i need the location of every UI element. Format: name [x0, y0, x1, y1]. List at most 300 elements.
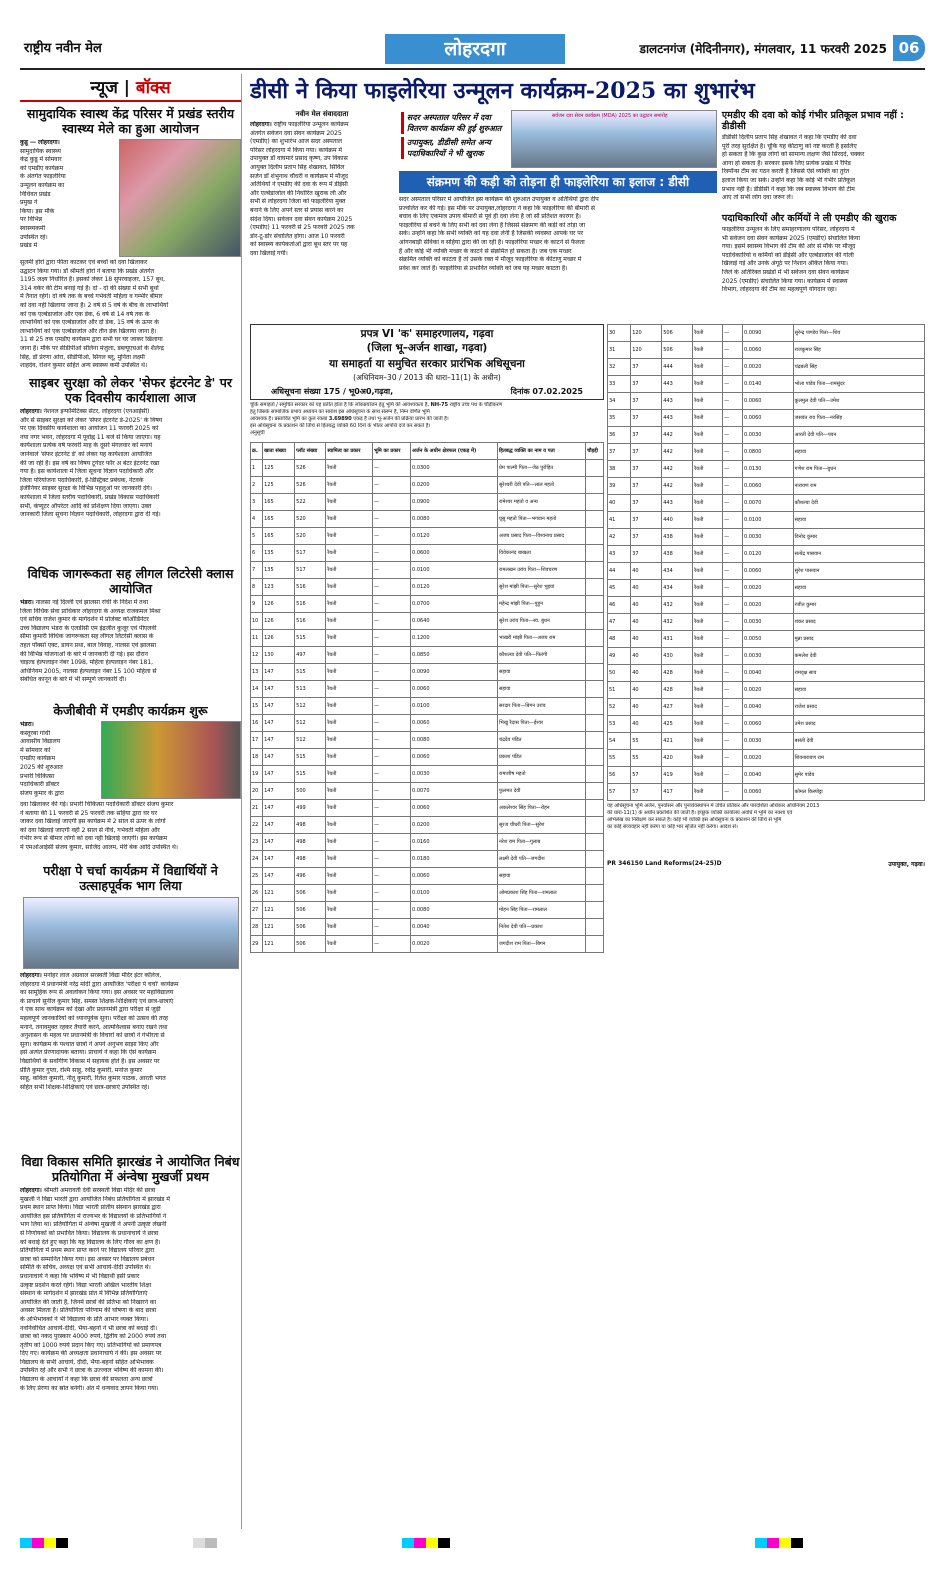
- table-cell: 37: [631, 359, 662, 376]
- story-2-headline: साइबर सुरक्षा को लेकर 'सेफर इंटरनेट डे' पर एक दिवसीय कार्यशाला आज: [29, 375, 232, 405]
- table-cell: रैयती: [326, 562, 373, 579]
- main-col-1-text: लोहरदगा। राष्ट्रीय फाइलेरिया उन्मूलन कार्यक्रम अंतर्गत सर्वजन दवा सेवन कार्यक्रम 2025 (एमडीए) का शुभारंभ आज सदर अस्पताल परिसर लोहरदगा में किया गया। कार्यक्रम में उपायुक्त डॉ वाघमारे प्रसाद कृष्ण, उप विकास आयुक्त दिलीप प्रताप सिंह शेखावत, सिविल सर्जन डॉ शंभुनाथ चौधरी व कार्यक्रम में मौजूद अतिथियों ने एमडीए की दवा के रूप में डीईसी और एल्बेंडाजोल की निर्धारित खुराक ली और सभी से लोहरदगा जिला को फाइलेरिया मुक्त बनाने के लिए अपने स्तर से प्रयास करने का संदेश दिया। सर्वजन दवा सेवन कार्यक्रम 2025 (एमडीए) 11 फरवरी से 25 फरवरी 2025 तक डोर-टू-डोर संचालित होगा। आज 10 फरवरी को स्वास्थ्य कार्यकर्ताओं द्वारा बूथ स्तर पर यह दवा खिलाई गयी।: [250, 121, 355, 257]
- table-cell: 25: [251, 868, 263, 885]
- table-cell: —: [372, 562, 410, 579]
- table-cell: 0.0030: [742, 427, 793, 444]
- table-cell: 46: [608, 597, 631, 614]
- table-cell: [586, 579, 604, 596]
- table-cell: सहावा: [793, 512, 924, 529]
- story-4-headline: केजीबीवी में एमडीए कार्यक्रम शुरू: [53, 703, 208, 718]
- table-cell: 0.0200: [411, 477, 498, 494]
- table-cell: सुरेश उरांव पिता—स्व. बुधन: [498, 613, 586, 630]
- table-cell: 0.0020: [411, 936, 498, 953]
- table-cell: 11: [251, 630, 263, 647]
- table-row: [608, 648, 925, 665]
- table-cell: 120: [631, 342, 662, 359]
- table-cell: 126: [263, 630, 295, 647]
- table-cell: —: [723, 648, 743, 665]
- table-cell: भाखरी मांझी पिता—अजय राम: [498, 630, 586, 647]
- table-cell: गणेश राम पिता—बुधन: [793, 461, 924, 478]
- table-cell: रैयती: [693, 325, 723, 342]
- table-cell: —: [372, 545, 410, 562]
- callouts: सदर अस्पताल परिसर में दवा वितरण कार्यक्रम की हुई शुरुआत उपायुक्त, डीडीसी समेत अन्य पदाधिकारियों ने भी खुराक: [399, 110, 511, 168]
- table-cell: 520: [295, 511, 326, 528]
- table-cell: सुरेन्द्र पाण्डेय पिता—शिव: [793, 325, 924, 342]
- table-cell: रैयती: [326, 732, 373, 749]
- table-cell: रैयती: [326, 749, 373, 766]
- table-cell: कुलमुल देवी पति—उमेश: [793, 393, 924, 410]
- table-row: [608, 359, 925, 376]
- table-cell: रंजीत कुमार: [793, 597, 924, 614]
- table-cell: —: [372, 851, 410, 868]
- land-notice: [250, 324, 925, 953]
- table-row: [251, 936, 604, 953]
- table-cell: 516: [295, 613, 326, 630]
- table-cell: —: [723, 478, 743, 495]
- table-row: [608, 699, 925, 716]
- table-cell: सुरेश पासवान: [793, 563, 924, 580]
- table-cell: 0.0020: [742, 359, 793, 376]
- main-banner: संक्रमण की कड़ी को तोड़ना ही फाइलेरिया का इलाज : डीसी: [399, 171, 717, 193]
- story-4-body-cont: दवा खिलाकर की गई। प्रभारी चिकित्सा पदाधिकारी डॉक्टर संजय कुमार ने बताया की 11 फरवरी से 25 फरवरी तक सहिया द्वारा घर घर जाकर दवा खिलाई जाएगी इस कार्यक्रम में 2 साल से ऊपर के लोगों को दवा खिलाई जाएगी वही 2 साल से नीचे, गर्भवती महिला और गंभीर रूप से बीमार लोगों को दवा नहीं खिलाई जाएगी। इस कार्यक्रम में एमओआईसी संजय कुमार, साजिद आलम, मेरी बेक आदि उपस्थित थे।: [20, 801, 178, 851]
- table-row: [608, 546, 925, 563]
- table-cell: लक्ष्मी देवी पति—जगदीश: [498, 851, 586, 868]
- table-cell: 520: [295, 528, 326, 545]
- table-row: [251, 664, 604, 681]
- black-swatch: [56, 1538, 68, 1548]
- table-cell: 512: [295, 715, 326, 732]
- table-cell: 0.0120: [411, 528, 498, 545]
- table-cell: महेन्द्र मांझी पिता—पुहुन: [498, 596, 586, 613]
- table-cell: 40: [631, 665, 662, 682]
- table-cell: रैयती: [693, 682, 723, 699]
- table-cell: 434: [662, 563, 693, 580]
- table-cell: रैयती: [693, 427, 723, 444]
- table-cell: 0.0090: [411, 664, 498, 681]
- main-col-photo: [399, 110, 717, 320]
- table-cell: 44: [608, 563, 631, 580]
- table-cell: 125: [263, 460, 295, 477]
- table-cell: रैयती: [693, 478, 723, 495]
- table-cell: 0.0200: [411, 817, 498, 834]
- table-cell: राजकुमार सिंह: [793, 342, 924, 359]
- table-cell: रैयती: [693, 597, 723, 614]
- dateline: डालटनगंज (मेदिनीनगर), मंगलवार, 11 फरवरी 2025: [639, 42, 887, 56]
- table-cell: [586, 630, 604, 647]
- table-row: [608, 784, 925, 801]
- table-cell: 0.0100: [742, 512, 793, 529]
- table-cell: —: [723, 716, 743, 733]
- story-1-body: कुडू — लोहरदगा। सामुदायिक स्वास्थ्य केंद्र कुडू में सोमवार को एमडीए कार्यक्रम के अंतर्गत फाइलेरिया उन्मूलन कार्यक्रम का विधिवत प्रखंड प्रमुख ने किया। इस मौके पर विभिन्न स्वास्थ्यकर्मी उपस्थित रहे। प्रखंड में: [20, 139, 66, 250]
- page-number: 06: [893, 35, 925, 61]
- table-cell: 421: [662, 733, 693, 750]
- table-cell: रैयती: [693, 393, 723, 410]
- table-cell: नारायण राम: [793, 478, 924, 495]
- table-cell: 121: [263, 919, 295, 936]
- table-cell: रैयती: [326, 919, 373, 936]
- table-cell: 33: [608, 376, 631, 393]
- table-cell: 40: [631, 614, 662, 631]
- table-row: [608, 410, 925, 427]
- table-cell: 147: [263, 834, 295, 851]
- table-cell: 516: [295, 579, 326, 596]
- table-cell: —: [372, 613, 410, 630]
- table-cell: —: [723, 342, 743, 359]
- table-cell: 147: [263, 868, 295, 885]
- table-cell: 24: [251, 851, 263, 868]
- table-cell: 147: [263, 800, 295, 817]
- table-cell: 38: [608, 461, 631, 478]
- table-cell: रैयती: [326, 596, 373, 613]
- black-swatch: [438, 1538, 450, 1548]
- table-cell: 434: [662, 580, 693, 597]
- magenta-swatch: [32, 1538, 44, 1548]
- table-cell: 21: [251, 800, 263, 817]
- table-cell: 47: [608, 614, 631, 631]
- color-registration-bar: [20, 1533, 925, 1543]
- table-cell: [586, 919, 604, 936]
- table-cell: 40: [631, 682, 662, 699]
- table-cell: 0.0060: [411, 800, 498, 817]
- table-cell: 526: [295, 477, 326, 494]
- table-cell: 55: [608, 750, 631, 767]
- table-row: [608, 597, 925, 614]
- table-cell: रैयती: [326, 698, 373, 715]
- table-cell: रैयती: [326, 902, 373, 919]
- table-row: [608, 665, 925, 682]
- table-cell: 0.0060: [411, 681, 498, 698]
- story-6-headline: विद्या विकास समिति झारखंड ने आयोजित निबंध प्रतियोगिता में अंन्वेषा मुखर्जी प्रथम: [21, 1154, 240, 1184]
- table-cell: विवेकानंद बाखला: [498, 545, 586, 562]
- table-cell: —: [372, 749, 410, 766]
- table-cell: 147: [263, 783, 295, 800]
- table-row: [251, 681, 604, 698]
- table-cell: 419: [662, 767, 693, 784]
- main-story-area: [250, 74, 925, 953]
- story-5-photo: [23, 897, 239, 969]
- magenta-swatch: [414, 1538, 426, 1548]
- table-row: [608, 733, 925, 750]
- table-cell: जसवंत राय पिता—नरसिंह: [793, 410, 924, 427]
- table-cell: 37: [631, 410, 662, 427]
- table-cell: [586, 545, 604, 562]
- table-cell: 2: [251, 477, 263, 494]
- table-cell: रामवृक्ष साव: [793, 665, 924, 682]
- table-cell: 442: [662, 427, 693, 444]
- table-cell: 28: [251, 919, 263, 936]
- table-cell: 40: [631, 597, 662, 614]
- table-cell: —: [723, 376, 743, 393]
- table-cell: [586, 613, 604, 630]
- table-cell: [586, 732, 604, 749]
- table-cell: 57: [631, 784, 662, 801]
- notice-closing: यह अधिसूचना भूमि अर्जन, पुनर्वासन और पुनर्व्यवस्थापन में उचित प्रतिकर और पारदर्शिता अधिकार अधिनियम 2013 की धारा-11(1) के अधीन प्रकाशित की जाती है। इच्छुक व्यक्ति कार्यालय अवधि में भूमि का नक्शा एवं अभिलेख का निरीक्षण कर सकते हैं। कोई भी व्यक्ति इस अधिसूचना के प्रकाशन की तिथि से भूमि का कोई संव्यवहार नहीं करेगा या कोई भार सृजित नहीं करेगा। आदेश से।: [607, 803, 820, 830]
- table-cell: 0.0100: [411, 885, 498, 902]
- story-2-body: लोहरदगा। नेशनल इन्फॉर्मेटिक्स सेंटर, लोहरदगा (एनआईसी) और से साइबर सुरक्षा को लेकर 'सेफर इंटरनेट डे-2025' के विषय पर एक दिवसीय कार्यशाला का आयोजन 11 फरवरी 2025 को नया नगर भवन, लोहरदगा में पूर्वाह्न 11 बजे से किया जाएगा। यह कार्यशाला प्रत्येक वर्ष फरवरी माह के दूसरे मंगलवार को मनाये जानेवाले 'सेफर इंटरनेट डे' को लेकर यह कार्यशाला आयोजित की जा रही है। इस वर्ष का विषय टूगेदर फॉर अ बेटर इंटरनेट रखा गया है। इस कार्यशाला में जिला सूचना विज्ञान पदाधिकारी और जिला परियोजना पदाधिकारी, ई-डिस्ट्रिक्ट प्रबंधक, नेटवर्क इंजीनियर साइबर सुरक्षा के विभिन्न पहलुओं पर जानकारी देंगे। कार्यशाला में जिला स्तरीय पदाधिकारी, प्रखंड विकास पदाधिकारी सभी, कंप्यूटर ऑपरेटर आदि को प्रशिक्षण दिया जाएगा। उक्त जानकारी जिला सूचना विज्ञान पदाधिकारी, लोहरदगा द्वारा दी गई।: [20, 408, 163, 519]
- table-cell: [586, 834, 604, 851]
- table-cell: —: [723, 665, 743, 682]
- table-cell: 165: [263, 494, 295, 511]
- table-cell: कमलेश देवी: [793, 648, 924, 665]
- table-cell: 430: [662, 648, 693, 665]
- table-cell: 512: [295, 698, 326, 715]
- table-cell: 0.0040: [742, 665, 793, 682]
- table-cell: 506: [662, 325, 693, 342]
- table-cell: 0.0060: [742, 410, 793, 427]
- table-cell: 16: [251, 715, 263, 732]
- table-cell: 37: [631, 546, 662, 563]
- table-cell: 443: [662, 376, 693, 393]
- table-cell: 147: [263, 851, 295, 868]
- story-4-photo: [101, 721, 241, 799]
- table-row: [251, 494, 604, 511]
- notice-right: [607, 324, 925, 953]
- table-cell: 40: [631, 563, 662, 580]
- table-cell: रैयती: [326, 715, 373, 732]
- table-cell: 431: [662, 631, 693, 648]
- table-cell: 438: [662, 529, 693, 546]
- table-cell: [586, 681, 604, 698]
- news-box-column: [20, 74, 242, 1529]
- table-cell: रैयती: [693, 631, 723, 648]
- table-cell: —: [723, 393, 743, 410]
- story-3-headline: विधिक जागरूकता सह लीगल लिटरेसी क्लास आयोजित: [27, 566, 234, 596]
- table-cell: 438: [662, 546, 693, 563]
- table-cell: 53: [608, 716, 631, 733]
- table-row: [608, 393, 925, 410]
- yellow-swatch: [426, 1538, 438, 1548]
- table-cell: —: [723, 580, 743, 597]
- table-cell: 517: [295, 545, 326, 562]
- table-cell: —: [372, 783, 410, 800]
- table-cell: रैयती: [693, 716, 723, 733]
- table-row: [251, 528, 604, 545]
- table-cell: रैयती: [693, 410, 723, 427]
- table-cell: 0.0040: [742, 767, 793, 784]
- table-cell: 0.1200: [411, 630, 498, 647]
- table-cell: प्रकाश पंडित: [498, 749, 586, 766]
- notice-intro: चूंकि समाहर्ता / समुचित सरकार को यह प्रतीत होता है कि लोकप्रयोजन हेतु भूमि की आवश्यकता है, NH-75 राष्ट्रीय उच्च पथ के चौड़ीकरण हेतु जिसके सामाजिक प्रभाव अध्ययन का सारांश इस अधिसूचना के साथ संलग्न है, निम्न वर्णित भूमि आवश्यक है। प्रस्तावित भूमि का कुल रकबा 3.69890 एकड़ है तथा भू-अर्जन की प्रक्रिया प्रारंभ की जाती है। इस अधिसूचना के प्रकाशन की तिथि से हितबद्ध व्यक्ति 60 दिनों के भीतर आपत्ति दर्ज कर सकते हैं। अनुसूची: [250, 402, 503, 436]
- table-cell: 0.0030: [742, 733, 793, 750]
- table-cell: [586, 715, 604, 732]
- table-cell: उमेश प्रसाद: [793, 716, 924, 733]
- table-cell: 37: [608, 444, 631, 461]
- table-cell: रैयती: [326, 579, 373, 596]
- table-cell: सत्येंद्र पासवान: [793, 546, 924, 563]
- table-cell: रैयती: [326, 494, 373, 511]
- table-row: [251, 783, 604, 800]
- table-cell: रैयती: [693, 512, 723, 529]
- black-swatch: [791, 1538, 803, 1548]
- table-cell: 0.0120: [742, 546, 793, 563]
- grey-swatch-2: [205, 1538, 217, 1548]
- table-row: [608, 325, 925, 342]
- table-cell: [586, 511, 604, 528]
- table-cell: 40: [608, 495, 631, 512]
- table-cell: 40: [631, 699, 662, 716]
- table-cell: 32: [608, 359, 631, 376]
- table-cell: 420: [662, 750, 693, 767]
- table-cell: 52: [608, 699, 631, 716]
- table-cell: सहावा: [793, 580, 924, 597]
- table-row: [608, 631, 925, 648]
- table-row: [608, 750, 925, 767]
- table-cell: 37: [631, 444, 662, 461]
- table-cell: 15: [251, 698, 263, 715]
- table-cell: शंकर प्रसाद: [793, 614, 924, 631]
- notice-sign: उपायुक्त, गढ़वा।: [888, 861, 925, 868]
- table-cell: 1: [251, 460, 263, 477]
- table-cell: 0.0300: [411, 460, 498, 477]
- table-cell: जगदीश राम पिता—बिगन: [498, 936, 586, 953]
- table-cell: रैयती: [326, 834, 373, 851]
- table-cell: —: [372, 732, 410, 749]
- table-cell: 9: [251, 596, 263, 613]
- table-cell: आरती देवी पति—पवन: [793, 427, 924, 444]
- table-row: [251, 596, 604, 613]
- table-cell: 517: [295, 562, 326, 579]
- table-cell: 515: [295, 664, 326, 681]
- story-1-body-cont: सुलमी होरो द्वारा फीता काटकर एवं बच्चों को दवा खिलाकर उद्घाटन किया गया। डॉ श्रीमती होरो ने बताया कि प्रखंड अंतर्गत 1195 लक्ष्य निर्धारित है। इसको लेकर 18 सुपरवाइजर, 157 बूथ, 314 वर्कर की टीम बनाई गई है। दो - दो की संख्या में सभी बूथों में तैनात रहेंगे। दो वर्ष तक के बच्चे गर्भवती महिला व गम्भीर बीमार को दवा नहीं खिलाया जाना है। 2 वर्ष से 5 वर्ष के बीच के लाभार्थियों को एक एल्बेंडाजोल और एक डेक, 6 वर्ष से 14 वर्ष तक के लाभार्थियों को एक एल्बेंडाजोल और दो डेक, 15 वर्ष के ऊपर के लाभार्थियों को एक एल्बेंडाजोल और तीन डेक खिलाया जाना है। 11 से 25 तक एमडीए कार्यक्रम द्वारा सभी घर घर जाकर खिलाया जाना है। मौके पर सीडीपीओ सेलिना मंजुला, डब्ल्यूएचओ के शैलेन्द्र सिंह, डॉ प्रेरणा ओरा, सीडीपीओ, सिंगल ब्लू, मुनिता लक्ष्मी शाहदेव, रोशन कुमार सहित अन्य स्वास्थ्य कर्मी उपस्थित थे।: [20, 259, 169, 370]
- table-cell: 40: [631, 631, 662, 648]
- table-cell: 0.0080: [411, 732, 498, 749]
- story-6-body: लोहरदगा। श्रीमती अमरावती देवी सरस्वती विद्या मंदिर की छात्रा मुखर्जी ने विद्या भारती द्वारा आयोजित निबंध प्रतियोगिता में झारखंड में प्रथम स्थान प्राप्त किया। विद्या भारती प्रांतीय संस्थान झारखंड द्वारा आयोजित इस प्रतियोगिता में राज्यभर के विद्यालयों के प्रतिभागियों ने भाग लिया था। प्रतियोगिता में अंन्वेषा मुखर्जी ने अपनी उत्कृष्ट लेखनी से निर्णायकों को प्रभावित किया। विद्यालय के प्रधानाचार्य ने छात्रा को बधाई देते हुए कहा कि यह विद्यालय के लिए गौरव का क्षण है। प्रतियोगिता में प्रथम स्थान प्राप्त करने पर विद्यालय परिवार द्वारा छात्रा को सम्मानित किया गया। इस अवसर पर विद्यालय प्रबंधन समिति के सचिव, अध्यक्ष एवं सभी आचार्य-दीदी उपस्थित थे। प्रधानाचार्य ने कहा कि भविष्य में भी विद्यार्थी इसी प्रकार उत्कृष्ट प्रदर्शन करते रहेंगे। विद्या भारती अखिल भारतीय शिक्षा संस्थान के मार्गदर्शन में झारखंड प्रांत में विभिन्न प्रतियोगिताएं आयोजित की जाती हैं, जिनमें छात्रों की प्रतिभा को निखारने का अवसर मिलता है। प्रतियोगिता परिणाम की घोषणा के बाद छात्रा के अभिभावकों ने भी विद्यालय के प्रति आभार व्यक्त किया। नवनिर्वाचित आचार्य-दीदी, भैया-बहनों ने भी छात्रा को बधाई दी। छात्रा को नकद पुरस्कार 4000 रुपये, द्वितीय को 2000 रुपये तथा तृतीय को 1000 रुपये प्रदान किए गए। प्रतिभागियों को प्रमाणपत्र दिए गए। कार्यक्रम की अध्यक्षता प्रधानाचार्य ने की। इस अवसर पर विद्यालय के सभी आचार्य, दीदी, भैया-बहनों सहित अभिभावक उपस्थित रहे और सभी ने छात्रा के उज्ज्वल भविष्य की कामना की। विद्यालय के आचार्यों ने कहा कि छात्रा की सफलता अन्य छात्रों के लिए प्रेरणा का स्रोत बनेगी। अंत में धन्यवाद ज्ञापन किया गया।: [20, 1187, 170, 1392]
- table-cell: रैयती: [693, 376, 723, 393]
- table-cell: 4: [251, 511, 263, 528]
- table-cell: —: [723, 512, 743, 529]
- table-cell: 0.0070: [411, 783, 498, 800]
- table-cell: रामाशीष महतो: [498, 766, 586, 783]
- table-cell: 165: [263, 511, 295, 528]
- table-cell: 442: [662, 461, 693, 478]
- news-box-heading: न्यूज | बॉक्स: [20, 74, 241, 102]
- table-cell: रैयती: [693, 699, 723, 716]
- table-cell: 0.0040: [411, 919, 498, 936]
- table-cell: 8: [251, 579, 263, 596]
- table-cell: —: [372, 817, 410, 834]
- yellow-swatch: [44, 1538, 56, 1548]
- table-cell: 147: [263, 664, 295, 681]
- table-cell: रैयती: [326, 783, 373, 800]
- table-cell: 26: [251, 885, 263, 902]
- table-cell: 121: [263, 902, 295, 919]
- table-row: [251, 800, 604, 817]
- table-cell: 512: [295, 732, 326, 749]
- table-cell: 35: [608, 410, 631, 427]
- table-cell: 0.0100: [411, 698, 498, 715]
- table-cell: रैयती: [693, 648, 723, 665]
- table-cell: 41: [608, 512, 631, 529]
- table-cell: 135: [263, 562, 295, 579]
- table-cell: रैयती: [326, 630, 373, 647]
- table-cell: 506: [295, 902, 326, 919]
- table-cell: 12: [251, 647, 263, 664]
- table-cell: रैयती: [693, 461, 723, 478]
- table-cell: [586, 800, 604, 817]
- table-cell: —: [723, 444, 743, 461]
- table-cell: भोला पांडेय पिता—रामसुंदर: [793, 376, 924, 393]
- table-row: [251, 715, 604, 732]
- story-1-headline: सामुदायिक स्वास्थ केंद्र परिसर में प्रखंड स्तरीय स्वास्थ्य मेले का हुआ आयोजन: [26, 106, 235, 136]
- table-row: [251, 477, 604, 494]
- table-cell: 506: [295, 919, 326, 936]
- table-row: [251, 647, 604, 664]
- table-cell: रैयती: [693, 444, 723, 461]
- table-row: [608, 376, 925, 393]
- table-cell: 513: [295, 681, 326, 698]
- table-cell: रैयती: [326, 511, 373, 528]
- table-cell: 147: [263, 681, 295, 698]
- table-cell: —: [372, 698, 410, 715]
- table-cell: —: [372, 885, 410, 902]
- page-header: [20, 30, 925, 70]
- table-cell: [586, 664, 604, 681]
- table-cell: 5: [251, 528, 263, 545]
- table-cell: —: [372, 936, 410, 953]
- table-cell: [586, 477, 604, 494]
- table-cell: मुन्ना प्रसाद: [793, 631, 924, 648]
- table-cell: —: [372, 715, 410, 732]
- table-cell: —: [372, 630, 410, 647]
- story-3-body: भंडरा। नालसा नई दिल्ली एवं झालसा रांची के निर्देश में तथा जिला विधिक सेवा प्राधिकार लोहरदगा के अध्यक्ष राजकमल मिश्रा एवं सचिव राजेश कुमार के मार्गदर्शन में प्रोजेक्ट कोऑर्डिनेटर उच्च विद्यालय भंडरा के एलडीसी एम इंद्रजीत कुजूर एवं पीएलवी सीमा कुमारी विधिक जागरूकता सह लीगल लिटरेसी क्लास के तहत पॉक्सो एक्ट, डायन प्रथा, बाल विवाह, नालसा एवं झालसा की विभिन्न योजनाओं के बारे में जानकारी दी गई। इस दौरान चाइल्ड हेल्पलाइन नंबर 1098, महिला हेल्पलाइन नंबर 181, अधिनियम 2005, नालसा हेल्पलाइन नंबर 15 100 महिला से संबंधित कानून के बारे में भी सम्पूर्ण जानकारी दी।: [20, 599, 161, 684]
- table-row: [608, 767, 925, 784]
- table-cell: 0.0060: [411, 715, 498, 732]
- table-row: [251, 766, 604, 783]
- table-cell: 147: [263, 732, 295, 749]
- table-cell: 0.0100: [411, 562, 498, 579]
- table-cell: रैयती: [693, 784, 723, 801]
- table-cell: रैयती: [326, 613, 373, 630]
- table-cell: रैयती: [326, 851, 373, 868]
- table-cell: 37: [631, 427, 662, 444]
- table-cell: सरदार पिता—बिगन उरांव: [498, 698, 586, 715]
- table-row: [251, 460, 604, 477]
- section-title: लोहरदगा: [385, 34, 565, 64]
- side-text-1: डीडीसी दिलीप प्रताप सिंह शेखावत ने कहा कि एमडीए की दवा पूरी तरह सुरक्षित है। चूंकि यह कीटाणु को नष्ट करती है इसलिए हो सकता है कि कुछ लोगों को सामान्य लक्षण जैसे सिरदर्द, चक्कर आना हो सकता है। सरकार इसके लिए प्रत्येक प्रखंड में रैपिड रिस्पॉन्स टीम का गठन करती है जिससे ऐसे व्यक्ति का तुरंत इलाज किया जा सके। उन्होंने कहा कि कोई भी गंभीर प्रतिकूल प्रभाव नहीं है। डीडीसी ने कहा कि जब स्वास्थ्य विभाग की टीम आए तो सभी लोग दवा जरूर लें।: [721, 134, 865, 202]
- table-cell: 42: [608, 529, 631, 546]
- table-cell: अजय प्रसाद पिता—विश्वनाथ प्रसाद: [498, 528, 586, 545]
- grey-swatch: [193, 1538, 205, 1548]
- table-cell: रामलखन उरांव पिता—शिवचरण: [498, 562, 586, 579]
- table-cell: 0.0130: [742, 461, 793, 478]
- table-cell: 522: [295, 494, 326, 511]
- table-cell: 0.0640: [411, 613, 498, 630]
- table-cell: —: [723, 597, 743, 614]
- table-cell: [586, 494, 604, 511]
- table-cell: रैयती: [326, 885, 373, 902]
- table-cell: 37: [631, 529, 662, 546]
- table-cell: सुमेर पांडेय: [793, 767, 924, 784]
- table-cell: 45: [608, 580, 631, 597]
- table-cell: कोमल किस्पोट्टा: [793, 784, 924, 801]
- table-row: [608, 716, 925, 733]
- table-cell: रैयती: [326, 766, 373, 783]
- table-cell: 440: [662, 512, 693, 529]
- table-row: [251, 630, 604, 647]
- story-5-headline: परीक्षा पे चर्चा कार्यक्रम में विद्यार्थियों ने उत्साहपूर्वक भाग लिया: [43, 863, 218, 893]
- table-row: [608, 682, 925, 699]
- table-cell: 432: [662, 597, 693, 614]
- table-cell: रैयती: [693, 359, 723, 376]
- table-row: [608, 614, 925, 631]
- table-cell: 29: [251, 936, 263, 953]
- table-row: [608, 529, 925, 546]
- table-cell: 444: [662, 359, 693, 376]
- table-cell: 0.0020: [742, 597, 793, 614]
- table-cell: —: [372, 681, 410, 698]
- table-row: [608, 444, 925, 461]
- table-row: [251, 902, 604, 919]
